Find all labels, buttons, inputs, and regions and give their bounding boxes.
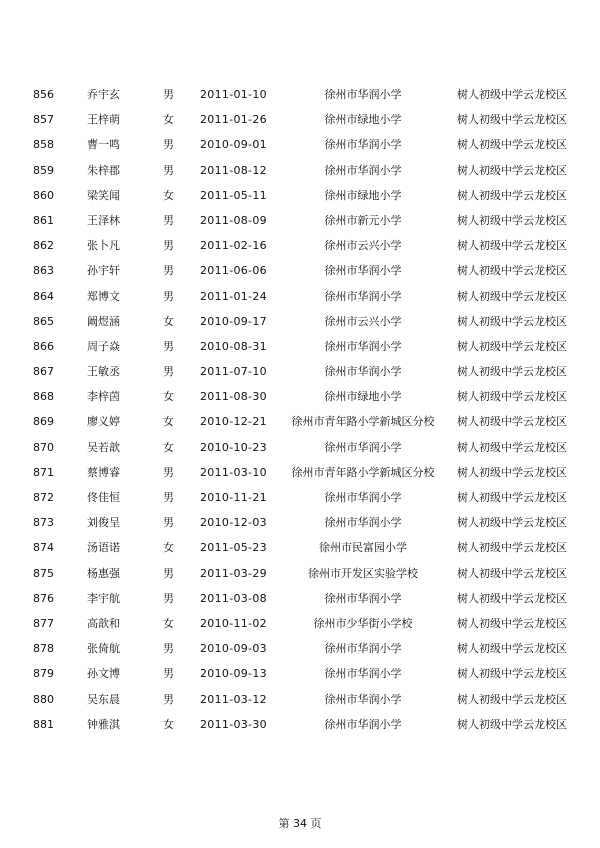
- student-birthdate: 2010-12-03: [200, 516, 267, 530]
- student-number: 878: [33, 642, 54, 656]
- student-name: 李宇航: [87, 591, 120, 605]
- student-primary-school: 徐州市少华街小学校: [313, 616, 413, 630]
- student-name: 汤语诺: [87, 541, 120, 555]
- student-admitted-school: 树人初级中学云龙校区: [457, 365, 567, 379]
- table-row: [0, 359, 600, 384]
- student-number: 867: [33, 365, 54, 379]
- student-primary-school: 徐州市华润小学: [324, 667, 402, 681]
- student-name: 钟雅淇: [87, 717, 120, 731]
- student-sex: 男: [163, 339, 174, 353]
- student-number: 865: [33, 314, 54, 328]
- student-primary-school: 徐州市云兴小学: [324, 314, 402, 328]
- student-admitted-school: 树人初级中学云龙校区: [457, 717, 567, 731]
- student-birthdate: 2011-03-30: [200, 717, 267, 731]
- table-row: [0, 435, 600, 460]
- table-row: [0, 712, 600, 737]
- student-birthdate: 2011-03-12: [200, 692, 267, 706]
- student-number: 868: [33, 390, 54, 404]
- student-number: 875: [33, 566, 54, 580]
- student-name: 张倚航: [87, 642, 120, 656]
- student-sex: 女: [163, 541, 174, 555]
- student-name: 孙文博: [87, 667, 120, 681]
- student-name: 乔宇玄: [87, 88, 120, 101]
- student-number: 872: [33, 491, 54, 504]
- student-birthdate: 2011-06-06: [200, 264, 267, 278]
- student-birthdate: 2011-08-12: [200, 163, 267, 177]
- student-number: 876: [33, 591, 54, 605]
- table-row: [0, 687, 600, 712]
- student-sex: 女: [163, 188, 174, 202]
- student-birthdate: 2011-01-24: [200, 289, 267, 303]
- student-primary-school: 徐州市华润小学: [324, 264, 402, 278]
- student-admitted-school: 树人初级中学云龙校区: [457, 88, 567, 101]
- student-birthdate: 2011-03-29: [200, 566, 267, 580]
- student-name: 阚煜涵: [87, 314, 120, 328]
- student-primary-school: 徐州市新元小学: [324, 213, 402, 227]
- student-sex: 男: [163, 465, 174, 479]
- student-primary-school: 徐州市云兴小学: [324, 239, 402, 253]
- student-admitted-school: 树人初级中学云龙校区: [457, 163, 567, 177]
- student-birthdate: 2010-09-13: [200, 667, 267, 681]
- student-admitted-school: 树人初级中学云龙校区: [457, 516, 567, 530]
- table-row: [0, 460, 600, 485]
- student-birthdate: 2011-05-11: [200, 188, 267, 202]
- student-birthdate: 2011-07-10: [200, 365, 267, 379]
- page-number: 第 34 页: [278, 817, 322, 830]
- table-row: [0, 284, 600, 309]
- student-primary-school: 徐州市民富园小学: [319, 541, 407, 555]
- table-row: [0, 661, 600, 686]
- table-row: [0, 158, 600, 183]
- table-row: [0, 409, 600, 434]
- student-name: 蔡博睿: [87, 465, 120, 479]
- student-name: 吴东晨: [87, 692, 120, 706]
- student-primary-school: 徐州市华润小学: [324, 642, 402, 656]
- student-primary-school: 徐州市华润小学: [324, 365, 402, 379]
- student-name: 曹一鸣: [87, 138, 120, 152]
- student-primary-school: 徐州市青年路小学新城区分校: [291, 465, 435, 479]
- student-sex: 男: [163, 491, 174, 504]
- student-sex: 男: [163, 516, 174, 530]
- student-primary-school: 徐州市华润小学: [324, 163, 402, 177]
- student-birthdate: 2010-11-21: [200, 491, 267, 504]
- student-admitted-school: 树人初级中学云龙校区: [457, 591, 567, 605]
- student-sex: 女: [163, 113, 174, 127]
- student-number: 869: [33, 415, 54, 429]
- student-admitted-school: 树人初级中学云龙校区: [457, 440, 567, 454]
- student-number: 873: [33, 516, 54, 530]
- student-admitted-school: 树人初级中学云龙校区: [457, 264, 567, 278]
- student-admitted-school: 树人初级中学云龙校区: [457, 541, 567, 555]
- student-number: 871: [33, 465, 54, 479]
- student-admitted-school: 树人初级中学云龙校区: [457, 138, 567, 152]
- table-row: [0, 208, 600, 233]
- student-sex: 男: [163, 163, 174, 177]
- student-number: 877: [33, 616, 54, 630]
- table-row: [0, 82, 600, 107]
- student-admitted-school: 树人初级中学云龙校区: [457, 415, 567, 429]
- student-name: 朱梓郡: [87, 163, 120, 177]
- student-primary-school: 徐州市绿地小学: [324, 113, 402, 127]
- student-birthdate: 2010-08-31: [200, 339, 267, 353]
- student-number: 864: [33, 289, 54, 303]
- table-row: [0, 535, 600, 560]
- student-name: 郑博文: [87, 289, 120, 303]
- student-admitted-school: 树人初级中学云龙校区: [457, 289, 567, 303]
- student-name: 王泽林: [87, 213, 120, 227]
- student-number: 857: [33, 113, 54, 127]
- student-number: 859: [33, 163, 54, 177]
- student-admitted-school: 树人初级中学云龙校区: [457, 314, 567, 328]
- student-birthdate: 2011-01-26: [200, 113, 267, 127]
- student-name: 周子焱: [87, 339, 120, 353]
- table-row: [0, 309, 600, 334]
- student-name: 张卜凡: [87, 239, 120, 253]
- student-sex: 女: [163, 717, 174, 731]
- student-number: 880: [33, 692, 54, 706]
- student-birthdate: 2010-10-23: [200, 440, 267, 454]
- student-name: 杨惠强: [87, 566, 120, 580]
- student-number: 862: [33, 239, 54, 253]
- student-sex: 男: [163, 566, 174, 580]
- student-admitted-school: 树人初级中学云龙校区: [457, 113, 567, 127]
- student-admitted-school: 树人初级中学云龙校区: [457, 239, 567, 253]
- student-admitted-school: 树人初级中学云龙校区: [457, 213, 567, 227]
- student-admitted-school: 树人初级中学云龙校区: [457, 465, 567, 479]
- student-primary-school: 徐州市华润小学: [324, 339, 402, 353]
- student-birthdate: 2011-03-10: [200, 465, 267, 479]
- student-admitted-school: 树人初级中学云龙校区: [457, 566, 567, 580]
- student-name: 梁笑闻: [87, 188, 120, 202]
- student-admitted-school: 树人初级中学云龙校区: [457, 390, 567, 404]
- student-birthdate: 2011-02-16: [200, 239, 267, 253]
- student-sex: 男: [163, 667, 174, 681]
- student-primary-school: 徐州市华润小学: [324, 717, 402, 731]
- student-primary-school: 徐州市青年路小学新城区分校: [291, 415, 435, 429]
- table-row: [0, 183, 600, 208]
- student-number: 858: [33, 138, 54, 152]
- student-birthdate: 2010-09-03: [200, 642, 267, 656]
- student-sex: 女: [163, 616, 174, 630]
- table-row: [0, 636, 600, 661]
- student-number: 861: [33, 213, 54, 227]
- table-row: [0, 510, 600, 535]
- student-admitted-school: 树人初级中学云龙校区: [457, 616, 567, 630]
- student-name: 吴若歆: [87, 440, 120, 454]
- student-primary-school: 徐州市开发区实验学校: [308, 566, 418, 580]
- student-sex: 女: [163, 314, 174, 328]
- student-number: 870: [33, 440, 54, 454]
- student-sex: 男: [163, 642, 174, 656]
- table-row: [0, 485, 600, 510]
- student-number: 879: [33, 667, 54, 681]
- student-sex: 女: [163, 440, 174, 454]
- student-admitted-school: 树人初级中学云龙校区: [457, 667, 567, 681]
- student-sex: 男: [163, 239, 174, 253]
- student-sex: 男: [163, 213, 174, 227]
- student-name: 王敏丞: [87, 365, 120, 379]
- student-number: 874: [33, 541, 54, 555]
- student-sex: 男: [163, 264, 174, 278]
- student-sex: 男: [163, 88, 174, 101]
- student-sex: 男: [163, 692, 174, 706]
- student-admitted-school: 树人初级中学云龙校区: [457, 491, 567, 504]
- table-row: [0, 233, 600, 258]
- student-birthdate: 2011-08-09: [200, 213, 267, 227]
- student-sex: 男: [163, 289, 174, 303]
- student-admitted-school: 树人初级中学云龙校区: [457, 339, 567, 353]
- student-number: 860: [33, 188, 54, 202]
- student-name: 李梓茵: [87, 390, 120, 404]
- student-birthdate: 2010-12-21: [200, 415, 267, 429]
- student-birthdate: 2011-01-10: [200, 88, 267, 101]
- student-name: 佟佳恒: [87, 491, 120, 504]
- student-primary-school: 徐州市华润小学: [324, 491, 402, 504]
- table-row: [0, 611, 600, 636]
- table-row: [0, 258, 600, 283]
- student-sex: 男: [163, 138, 174, 152]
- student-primary-school: 徐州市华润小学: [324, 516, 402, 530]
- student-number: 863: [33, 264, 54, 278]
- student-primary-school: 徐州市华润小学: [324, 591, 402, 605]
- student-primary-school: 徐州市华润小学: [324, 692, 402, 706]
- student-name: 王梓萌: [87, 113, 120, 127]
- student-birthdate: 2011-08-30: [200, 390, 267, 404]
- student-number: 866: [33, 339, 54, 353]
- student-admitted-school: 树人初级中学云龙校区: [457, 188, 567, 202]
- student-primary-school: 徐州市华润小学: [324, 138, 402, 152]
- student-primary-school: 徐州市华润小学: [324, 88, 402, 101]
- table-row: [0, 334, 600, 359]
- student-birthdate: 2011-05-23: [200, 541, 267, 555]
- student-number: 881: [33, 717, 54, 731]
- student-sex: 女: [163, 415, 174, 429]
- student-sex: 女: [163, 390, 174, 404]
- table-row: [0, 384, 600, 409]
- student-birthdate: 2010-09-01: [200, 138, 267, 152]
- student-primary-school: 徐州市华润小学: [324, 440, 402, 454]
- student-primary-school: 徐州市绿地小学: [324, 390, 402, 404]
- student-name: 廖义婷: [87, 415, 120, 429]
- student-name: 孙宇轩: [87, 264, 120, 278]
- student-name: 刘俊呈: [87, 516, 120, 530]
- table-row: [0, 107, 600, 132]
- student-birthdate: 2010-11-02: [200, 616, 267, 630]
- student-admitted-school: 树人初级中学云龙校区: [457, 642, 567, 656]
- table-row: [0, 586, 600, 611]
- table-row: [0, 561, 600, 586]
- student-primary-school: 徐州市华润小学: [324, 289, 402, 303]
- student-sex: 男: [163, 365, 174, 379]
- student-sex: 男: [163, 591, 174, 605]
- student-admitted-school: 树人初级中学云龙校区: [457, 692, 567, 706]
- student-birthdate: 2010-09-17: [200, 314, 267, 328]
- student-birthdate: 2011-03-08: [200, 591, 267, 605]
- student-name: 高歆和: [87, 616, 120, 630]
- student-number: 856: [33, 88, 54, 101]
- student-table: [0, 82, 600, 737]
- student-primary-school: 徐州市绿地小学: [324, 188, 402, 202]
- table-row: [0, 132, 600, 157]
